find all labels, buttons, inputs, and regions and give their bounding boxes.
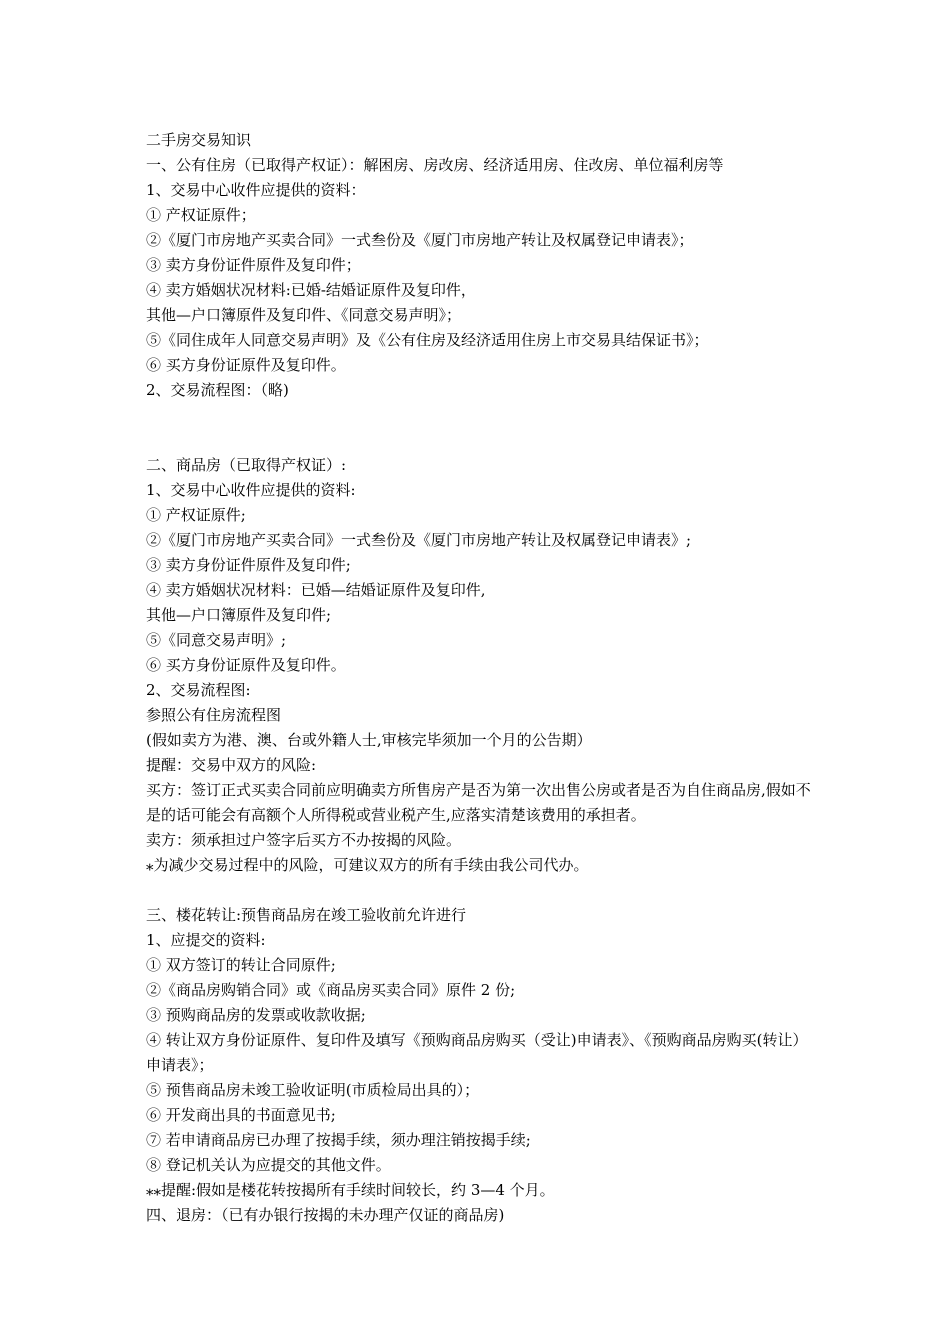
spacer — [146, 403, 816, 453]
section-1-subheading-2: 2、交易流程图：（略) — [146, 381, 289, 399]
list-item: ⑥ 开发商出具的书面意见书; — [146, 1106, 336, 1124]
document-title: 二手房交易知识 — [146, 131, 252, 149]
section-4-heading: 四、退房：（已有办银行按揭的未办理产仅证的商品房) — [146, 1206, 505, 1224]
list-item: ③ 卖方身份证件原件及复印件； — [146, 256, 361, 274]
list-item: ⑥ 买方身份证原件及复印件。 — [146, 656, 346, 674]
section-2-heading: 二、商品房（已取得产权证）: — [146, 456, 347, 474]
list-item: ④ 卖方婚姻状况材料：已婚—结婚证原件及复印件, — [146, 581, 486, 599]
list-item: ① 双方签订的转让合同原件; — [146, 956, 336, 974]
list-item: ① 产权证原件; — [146, 506, 246, 524]
list-item: ⑤ 预售商品房未竣工验收证明(市质检局出具的）； — [146, 1081, 480, 1099]
section-2-note: (假如卖方为港、澳、台或外籍人士,审核完毕须加一个月的公告期） — [146, 731, 592, 749]
list-item: ⑤《同意交易声明》; — [146, 631, 287, 649]
list-item: ④ 转让双方身份证原件、复印件及填写《预购商品房购买（受让)申请表》、《预购商品房购买(转让）申请表》； — [146, 1031, 808, 1074]
list-item: ⑥ 买方身份证原件及复印件。 — [146, 356, 346, 374]
section-1-subheading-1: 1、交易中心收件应提供的资料： — [146, 181, 366, 199]
list-item: ⑤《同住成年人同意交易声明》及《公有住房及经济适用住房上市交易具结保证书》； — [146, 331, 709, 349]
spacer — [146, 878, 816, 903]
list-item: ③ 卖方身份证件原件及复印件; — [146, 556, 351, 574]
section-1-heading: 一、公有住房（已取得产权证）：解困房、房改房、经济适用房、住改房、单位福利房等 — [146, 156, 724, 174]
list-item: ②《厦门市房地产买卖合同》一式叁份及《厦门市房地产转让及权属登记申请表》; — [146, 531, 692, 549]
list-item: ②《厦门市房地产买卖合同》一式叁份及《厦门市房地产转让及权属登记申请表》； — [146, 231, 694, 249]
section-3-tip: ⁎⁎提醒:假如是楼花转按揭所有手续时间较长，约 3—4 个月。 — [146, 1181, 555, 1199]
list-item: ⑦ 若申请商品房已办理了按揭手续，须办理注销按揭手续; — [146, 1131, 531, 1149]
section-2-subheading-2: 2、交易流程图: — [146, 681, 251, 699]
section-2-tip: ⁎为减少交易过程中的风险，可建议双方的所有手续由我公司代办。 — [146, 856, 589, 874]
list-item: 其他—户口簿原件及复印件、《同意交易声明》； — [146, 306, 462, 324]
list-item: ① 产权证原件； — [146, 206, 256, 224]
list-item: ④ 卖方婚姻状况材料:已婚-结婚证原件及复印件， — [146, 281, 476, 299]
section-2-reference: 参照公有住房流程图 — [146, 706, 282, 724]
section-2-reminder: 提醒：交易中双方的风险: — [146, 756, 317, 774]
section-2-subheading-1: 1、交易中心收件应提供的资料: — [146, 481, 356, 499]
section-2-seller-risk: 卖方：须承担过户签字后买方不办按揭的风险。 — [146, 831, 462, 849]
list-item: ⑧ 登记机关认为应提交的其他文件。 — [146, 1156, 391, 1174]
section-3-heading: 三、楼花转让:预售商品房在竣工验收前允许进行 — [146, 906, 467, 924]
list-item: ②《商品房购销合同》或《商品房买卖合同》原件 2 份; — [146, 981, 516, 999]
document-body — [146, 128, 816, 1228]
list-item: ③ 预购商品房的发票或收款收据; — [146, 1006, 366, 1024]
list-item: 其他—户口簿原件及复印件; — [146, 606, 332, 624]
section-3-subheading-1: 1、应提交的资料: — [146, 931, 266, 949]
section-2-buyer-risk: 买方：签订正式买卖合同前应明确卖方所售房产是否为第一次出售公房或者是否为自住商品房,假如不是的话可能会有高额个人所得税或营业税产生,应落实清楚该费用的承担者。 — [146, 781, 811, 824]
